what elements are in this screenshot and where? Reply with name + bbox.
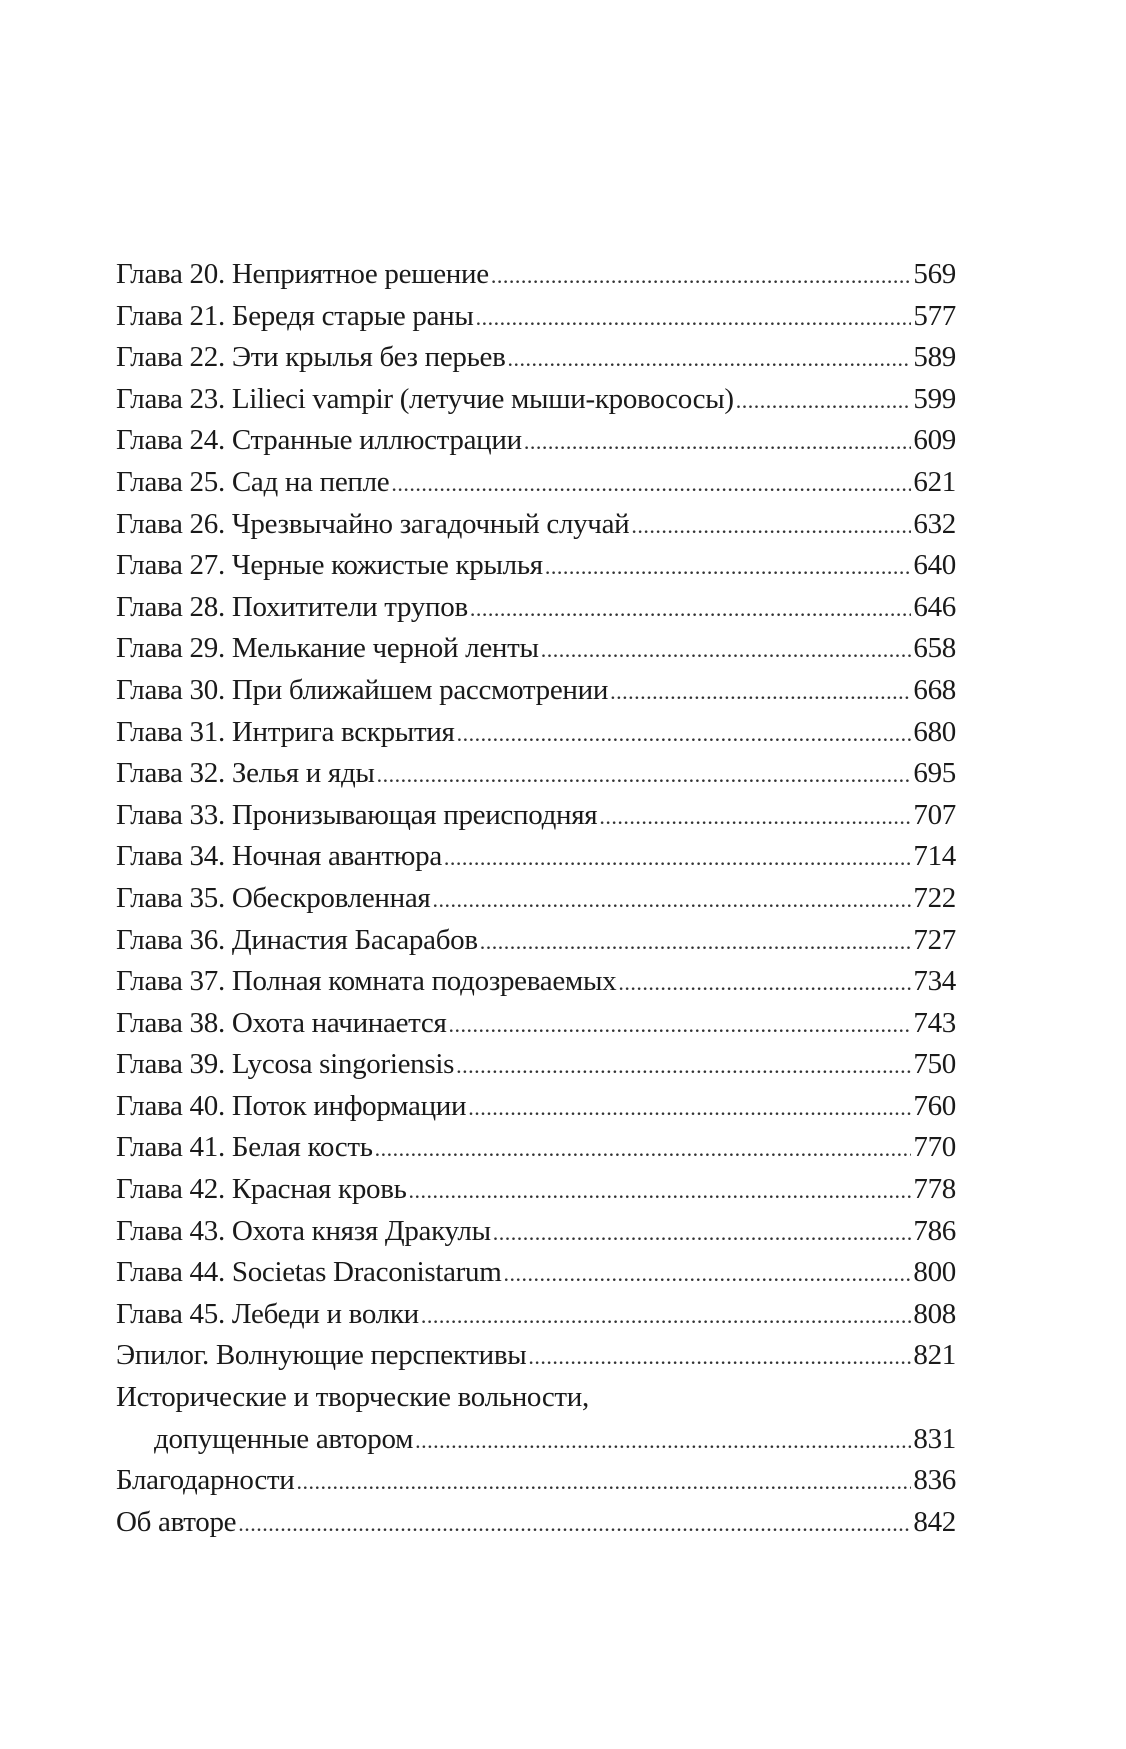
toc-entry-page: 577 bbox=[913, 299, 956, 332]
toc-entry-page: 727 bbox=[913, 923, 956, 956]
toc-entry bbox=[116, 836, 956, 878]
toc-entry bbox=[116, 920, 956, 962]
toc-entry bbox=[116, 961, 956, 1003]
table-of-contents bbox=[116, 254, 956, 1543]
dot-leader bbox=[503, 1253, 911, 1295]
toc-entry-page: 621 bbox=[913, 465, 956, 498]
toc-entry-page: 668 bbox=[913, 673, 956, 706]
dot-leader bbox=[375, 1128, 912, 1170]
toc-entry-title: Глава 30. При ближайшем рассмотрении bbox=[116, 673, 609, 706]
toc-entry-title: Глава 40. Поток информации bbox=[116, 1089, 467, 1122]
toc-entry bbox=[116, 712, 956, 754]
toc-entry-page: 778 bbox=[913, 1173, 956, 1206]
dot-leader bbox=[296, 1461, 911, 1503]
toc-entry-page: 786 bbox=[913, 1214, 956, 1247]
toc-entry-page: 599 bbox=[913, 382, 956, 415]
toc-entry-page: 640 bbox=[913, 549, 956, 582]
toc-entry-title: Благодарности bbox=[116, 1464, 295, 1497]
toc-entry bbox=[116, 795, 956, 837]
toc-entry bbox=[116, 587, 956, 629]
toc-entry bbox=[116, 878, 956, 920]
toc-entry-page: 760 bbox=[913, 1089, 956, 1122]
toc-entry-title: Глава 38. Охота начинается bbox=[116, 1006, 447, 1039]
dot-leader bbox=[508, 338, 912, 380]
toc-entry bbox=[116, 1127, 956, 1169]
toc-entry-title: допущенные автором bbox=[154, 1422, 414, 1455]
dot-leader bbox=[480, 921, 912, 963]
toc-entry-title: Глава 28. Похитители трупов bbox=[116, 590, 468, 623]
dot-leader bbox=[491, 255, 912, 297]
toc-entry-page: 836 bbox=[913, 1464, 956, 1497]
dot-leader bbox=[415, 1420, 911, 1462]
toc-entry-title: Глава 35. Обескровленная bbox=[116, 881, 431, 914]
toc-entry-title: Глава 43. Охота князя Дракулы bbox=[116, 1214, 491, 1247]
toc-entry bbox=[116, 1003, 956, 1045]
toc-entry bbox=[116, 1169, 956, 1211]
toc-entry bbox=[116, 379, 956, 421]
toc-entry-title: Глава 39. Lycosa singoriensis bbox=[116, 1048, 455, 1081]
toc-entry bbox=[116, 1335, 956, 1377]
toc-entry-page: 734 bbox=[913, 965, 956, 998]
toc-entry bbox=[116, 1044, 956, 1086]
toc-entry bbox=[116, 254, 956, 296]
dot-leader bbox=[421, 1295, 912, 1337]
toc-entry-title: Глава 26. Чрезвычайно загадочный случай bbox=[116, 507, 630, 540]
dot-leader bbox=[524, 421, 912, 463]
toc-entry-title: Глава 34. Ночная авантюра bbox=[116, 840, 442, 873]
dot-leader bbox=[736, 380, 912, 422]
toc-entry-page: 743 bbox=[913, 1006, 956, 1039]
toc-entry bbox=[116, 1460, 956, 1502]
dot-leader bbox=[476, 297, 912, 339]
toc-entry-page: 714 bbox=[913, 840, 956, 873]
toc-entry-title: Эпилог. Волнующие перспективы bbox=[116, 1339, 527, 1372]
toc-entry-title: Глава 21. Бередя старые раны bbox=[116, 299, 474, 332]
toc-entry-title: Глава 20. Неприятное решение bbox=[116, 258, 489, 290]
toc-entry-page: 658 bbox=[913, 632, 956, 665]
dot-leader bbox=[493, 1212, 912, 1254]
toc-entry-page: 722 bbox=[913, 881, 956, 914]
toc-entry-title: Глава 44. Societas Draconistarum bbox=[116, 1256, 502, 1289]
toc-entry-title: Исторические и творческие вольности, bbox=[116, 1381, 589, 1414]
toc-entry-page: 821 bbox=[913, 1339, 956, 1372]
toc-entry-title: Об авторе bbox=[116, 1505, 237, 1538]
dot-leader bbox=[238, 1503, 911, 1545]
toc-entry-title: Глава 36. Династия Басарабов bbox=[116, 923, 478, 956]
toc-entry-title: Глава 41. Белая кость bbox=[116, 1131, 373, 1164]
dot-leader bbox=[470, 588, 912, 630]
toc-entry-page: 842 bbox=[913, 1505, 956, 1538]
dot-leader bbox=[456, 1045, 911, 1087]
toc-entry-title: Глава 27. Черные кожистые крылья bbox=[116, 549, 543, 582]
toc-entry-page: 632 bbox=[913, 507, 956, 540]
toc-entry bbox=[116, 628, 956, 670]
toc-entry bbox=[116, 1086, 956, 1128]
dot-leader bbox=[468, 1087, 911, 1129]
toc-entry-page: 589 bbox=[913, 341, 956, 374]
dot-leader bbox=[631, 505, 911, 547]
dot-leader bbox=[409, 1170, 912, 1212]
toc-entry bbox=[116, 337, 956, 379]
toc-entry-page: 750 bbox=[913, 1048, 956, 1081]
toc-entry-page: 695 bbox=[913, 757, 956, 790]
dot-leader bbox=[444, 837, 911, 879]
toc-entry-page: 646 bbox=[913, 590, 956, 623]
toc-entry bbox=[116, 545, 956, 587]
toc-entry bbox=[116, 1502, 956, 1544]
toc-entry bbox=[116, 1252, 956, 1294]
toc-entry bbox=[116, 753, 956, 795]
toc-entry-page: 609 bbox=[913, 424, 956, 457]
dot-leader bbox=[541, 629, 912, 671]
toc-entry-title: Глава 31. Интрига вскрытия bbox=[116, 715, 455, 748]
toc-entry bbox=[116, 1377, 956, 1419]
dot-leader bbox=[528, 1336, 911, 1378]
dot-leader bbox=[449, 1004, 912, 1046]
toc-entry bbox=[116, 670, 956, 712]
toc-entry-title: Глава 32. Зелья и яды bbox=[116, 757, 375, 790]
toc-entry-page: 707 bbox=[913, 798, 956, 831]
toc-entry bbox=[116, 296, 956, 338]
dot-leader bbox=[618, 962, 911, 1004]
dot-leader bbox=[457, 713, 912, 755]
toc-entry-title: Глава 23. Liliеci vampir (летучие мыши-кровососы) bbox=[116, 382, 734, 415]
toc-entry-title: Глава 37. Полная комната подозреваемых bbox=[116, 965, 617, 998]
dot-leader bbox=[391, 463, 911, 505]
toc-entry-page: 808 bbox=[913, 1297, 956, 1330]
toc-entry-page: 569 bbox=[913, 258, 956, 290]
toc-entry-page: 800 bbox=[913, 1256, 956, 1289]
toc-entry-page: 770 bbox=[913, 1131, 956, 1164]
toc-entry-title: Глава 45. Лебеди и волки bbox=[116, 1297, 419, 1330]
toc-entry bbox=[116, 1419, 956, 1461]
toc-entry-title: Глава 24. Странные иллюстрации bbox=[116, 424, 522, 457]
toc-entry bbox=[116, 420, 956, 462]
dot-leader bbox=[599, 796, 911, 838]
toc-entry-title: Глава 25. Сад на пепле bbox=[116, 465, 390, 498]
toc-entry-title: Глава 33. Пронизывающая преисподняя bbox=[116, 798, 598, 831]
toc-entry bbox=[116, 1211, 956, 1253]
dot-leader bbox=[377, 754, 912, 796]
toc-entry-title: Глава 42. Красная кровь bbox=[116, 1173, 407, 1206]
toc-entry-page: 680 bbox=[913, 715, 956, 748]
toc-entry-title: Глава 22. Эти крылья без перьев bbox=[116, 341, 506, 374]
dot-leader bbox=[432, 879, 911, 921]
toc-entry bbox=[116, 462, 956, 504]
toc-entry bbox=[116, 1294, 956, 1336]
toc-entry bbox=[116, 504, 956, 546]
dot-leader bbox=[610, 671, 911, 713]
dot-leader bbox=[545, 546, 912, 588]
toc-entry-title: Глава 29. Мелькание черной ленты bbox=[116, 632, 539, 665]
toc-entry-page: 831 bbox=[913, 1422, 956, 1455]
